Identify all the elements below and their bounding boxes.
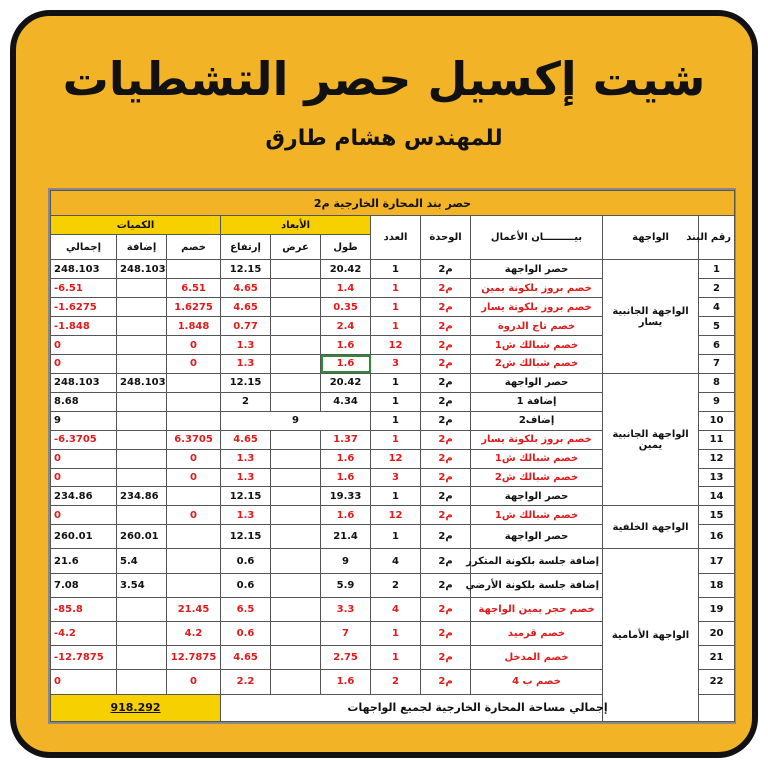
cell-height[interactable]: 2 [221,392,271,411]
header-deduct: خصم [167,235,221,260]
cell-total[interactable]: 0 [51,468,117,487]
grand-total[interactable]: 918.292 [51,694,221,722]
cell-item-no[interactable]: 20 [699,621,735,645]
cell-add[interactable] [117,430,167,449]
cell-total[interactable]: 8.68 [51,392,117,411]
cell-length[interactable]: 20.42 [321,373,371,392]
header-item-no: رقم البند [699,216,735,260]
cell-width[interactable] [271,646,321,670]
cell-count[interactable]: 4 [371,597,421,621]
spreadsheet [48,188,736,724]
cell-description[interactable]: إضافة جلسة بلكونة المتكرر [471,549,603,573]
cell-height[interactable]: 0.77 [221,317,271,336]
cell-height[interactable]: 2.2 [221,670,271,694]
cell-length[interactable]: 7 [321,621,371,645]
cell-count[interactable]: 2 [371,573,421,597]
cell-unit[interactable]: م2 [421,621,471,645]
cell-length[interactable]: 1.37 [321,430,371,449]
cell-item-no[interactable]: 17 [699,549,735,573]
cell-add[interactable]: 5.4 [117,549,167,573]
cell-deduct[interactable] [167,573,221,597]
cell-description[interactable]: خصم شبالك ش2 [471,355,603,374]
cell-height[interactable]: 0.6 [221,549,271,573]
cell-unit[interactable]: م2 [421,411,471,430]
cell-description[interactable]: حصر الواجهة [471,487,603,506]
table-footer-row [51,694,735,722]
cell-count[interactable]: 1 [371,279,421,298]
cell-unit[interactable]: م2 [421,597,471,621]
cell-item-no[interactable]: 7 [699,355,735,374]
cell-height[interactable]: 12.15 [221,373,271,392]
cell-width[interactable] [271,573,321,597]
cell-item-no[interactable]: 21 [699,646,735,670]
cell-unit[interactable]: م2 [421,373,471,392]
cell-length[interactable]: 20.42 [321,260,371,279]
cell-length[interactable]: 3.3 [321,597,371,621]
cell-description[interactable]: خصم ب 4 [471,670,603,694]
cell-deduct[interactable]: 0 [167,506,221,525]
cell-count[interactable]: 1 [371,411,421,430]
cell-deduct[interactable]: 6.3705 [167,430,221,449]
cell-width[interactable] [271,392,321,411]
quantity-table [50,190,735,722]
cell-deduct[interactable] [167,411,221,430]
cell-item-no[interactable]: 10 [699,411,735,430]
cell-count[interactable]: 1 [371,487,421,506]
cell-item-no[interactable]: 9 [699,392,735,411]
cell-add[interactable] [117,392,167,411]
cell-count[interactable]: 12 [371,506,421,525]
cell-total[interactable]: 7.08 [51,573,117,597]
cell-count[interactable]: 1 [371,430,421,449]
cell-item-no[interactable]: 13 [699,468,735,487]
cell-deduct[interactable]: 0 [167,670,221,694]
cell-unit[interactable]: م2 [421,430,471,449]
header-width: عرض [271,235,321,260]
cell-length[interactable]: 0.35 [321,298,371,317]
cell-item-no[interactable]: 6 [699,336,735,355]
cell-description[interactable]: إضاف2 [471,411,603,430]
cell-count[interactable]: 1 [371,260,421,279]
cell-deduct[interactable] [167,525,221,549]
cell-unit[interactable]: م2 [421,260,471,279]
header-height: إرتفاع [221,235,271,260]
cell-item-no[interactable]: 22 [699,670,735,694]
cell-description[interactable]: إضافة 1 [471,392,603,411]
cell-height[interactable]: 4.65 [221,430,271,449]
cell-deduct[interactable]: 1.848 [167,317,221,336]
cell-length[interactable]: 1.4 [321,279,371,298]
cell-deduct[interactable] [167,260,221,279]
cell-count[interactable]: 1 [371,621,421,645]
cell-height[interactable]: 4.65 [221,298,271,317]
cell-total[interactable]: -12.7875 [51,646,117,670]
cell-height[interactable]: 4.65 [221,646,271,670]
cell-height[interactable]: 6.5 [221,597,271,621]
cell-count[interactable]: 1 [371,373,421,392]
cell-item-no[interactable]: 8 [699,373,735,392]
header-dimensions: الأبعاد [221,216,371,235]
cell-unit[interactable]: م2 [421,355,471,374]
cell-width[interactable] [271,430,321,449]
cell-count[interactable]: 1 [371,317,421,336]
header-count: العدد [371,216,421,260]
cell-description[interactable]: خصم المدخل [471,646,603,670]
cell-total[interactable]: -4.2 [51,621,117,645]
cell-total[interactable]: 0 [51,506,117,525]
cell-unit[interactable]: م2 [421,525,471,549]
cell-description[interactable]: خصم بروز بلكونة يمين [471,279,603,298]
cell-facade[interactable]: الواجهة الجانبية يمين [603,373,699,505]
cell-deduct[interactable]: 4.2 [167,621,221,645]
cell-total[interactable]: -6.3705 [51,430,117,449]
cell-height[interactable]: 12.15 [221,487,271,506]
cell-total[interactable]: 234.86 [51,487,117,506]
cell-add[interactable]: 3.54 [117,573,167,597]
cell-width[interactable] [271,487,321,506]
cell-count[interactable]: 4 [371,549,421,573]
cell-height[interactable]: 12.15 [221,525,271,549]
cell-description[interactable]: خصم بروز بلكونة يسار [471,298,603,317]
cell-count[interactable]: 1 [371,298,421,317]
cell-description[interactable]: حصر الواجهة [471,525,603,549]
cell-length[interactable]: 2.75 [321,646,371,670]
cell-description[interactable]: خصم شبالك ش2 [471,468,603,487]
cell-item-no[interactable]: 15 [699,506,735,525]
cell-total[interactable]: 260.01 [51,525,117,549]
poster-title: شيت إكسيل حصر التشطيات [62,52,706,106]
header-description: بيـــــــــان الأعمال [471,216,603,260]
cell-height[interactable]: 0.6 [221,621,271,645]
cell-add[interactable] [117,279,167,298]
cell-length[interactable]: 9 [321,549,371,573]
cell-add[interactable] [117,317,167,336]
cell-total[interactable]: 0 [51,670,117,694]
cell-add[interactable]: 248.103 [117,260,167,279]
cell-deduct[interactable] [167,487,221,506]
cell-count[interactable]: 3 [371,468,421,487]
cell-count[interactable]: 1 [371,525,421,549]
cell-add[interactable]: 234.86 [117,487,167,506]
cell-facade[interactable]: الواجهة الجانبية يسار [603,260,699,374]
cell-add[interactable] [117,597,167,621]
cell-height[interactable]: 1.3 [221,336,271,355]
cell-total[interactable]: -1.848 [51,317,117,336]
cell-item-no[interactable]: 11 [699,430,735,449]
cell-width[interactable] [271,525,321,549]
cell-description[interactable]: حصر الواجهة [471,373,603,392]
cell-height[interactable]: 1.3 [221,468,271,487]
cell-dimensions-merged[interactable]: 9 [221,411,371,430]
cell-count[interactable]: 2 [371,670,421,694]
cell-total[interactable]: 0 [51,449,117,468]
cell-unit[interactable]: م2 [421,670,471,694]
cell-description[interactable]: خصم شبالك ش1 [471,506,603,525]
cell-add[interactable] [117,506,167,525]
cell-length[interactable]: 5.9 [321,573,371,597]
cell-width[interactable] [271,355,321,374]
cell-length[interactable]: 19.33 [321,487,371,506]
cell-unit[interactable]: م2 [421,279,471,298]
cell-length[interactable]: 21.4 [321,525,371,549]
cell-width[interactable] [271,621,321,645]
cell-length[interactable]: 1.6 [321,355,371,374]
cell-width[interactable] [271,373,321,392]
cell-width[interactable] [271,506,321,525]
cell-height[interactable]: 1.3 [221,355,271,374]
cell-height[interactable]: 1.3 [221,449,271,468]
cell-deduct[interactable]: 0 [167,355,221,374]
cell-add[interactable] [117,670,167,694]
cell-count[interactable]: 12 [371,449,421,468]
table-row [51,260,735,279]
cell-add[interactable] [117,355,167,374]
header-unit: الوحدة [421,216,471,260]
cell-description[interactable]: خصم قرميد [471,621,603,645]
cell-length[interactable]: 1.6 [321,449,371,468]
cell-unit[interactable]: م2 [421,392,471,411]
cell-count[interactable]: 1 [371,392,421,411]
cell-deduct[interactable]: 0 [167,449,221,468]
cell-total[interactable]: 0 [51,336,117,355]
cell-height[interactable]: 0.6 [221,573,271,597]
cell-item-no[interactable]: 4 [699,298,735,317]
cell-length[interactable]: 1.6 [321,336,371,355]
cell-total[interactable]: 0 [51,355,117,374]
cell-height[interactable]: 1.3 [221,506,271,525]
cell-height[interactable]: 12.15 [221,260,271,279]
cell-unit[interactable]: م2 [421,506,471,525]
cell-item-no[interactable]: 5 [699,317,735,336]
cell-deduct[interactable]: 0 [167,468,221,487]
header-length: طول [321,235,371,260]
cell-add[interactable] [117,411,167,430]
cell-add[interactable] [117,646,167,670]
cell-length[interactable]: 2.4 [321,317,371,336]
cell-total[interactable]: 248.103 [51,260,117,279]
cell-unit[interactable]: م2 [421,549,471,573]
cell-item-no[interactable]: 16 [699,525,735,549]
table-banner: حصر بند المحارة الخارجية م2 [51,191,735,216]
cell-width[interactable] [271,468,321,487]
cell-item-no[interactable]: 19 [699,597,735,621]
cell-count[interactable]: 3 [371,355,421,374]
cell-total[interactable]: 9 [51,411,117,430]
cell-add[interactable] [117,621,167,645]
cell-item-no[interactable]: 1 [699,260,735,279]
cell-deduct[interactable]: 21.45 [167,597,221,621]
cell-length[interactable]: 4.34 [321,392,371,411]
cell-add[interactable] [117,298,167,317]
cell-add[interactable] [117,468,167,487]
header-add: إضافة [117,235,167,260]
cell-unit[interactable]: م2 [421,317,471,336]
cell-description[interactable]: حصر الواجهة [471,260,603,279]
cell-add[interactable]: 260.01 [117,525,167,549]
cell-description[interactable]: خصم بروز بلكونة يسار [471,430,603,449]
cell-deduct[interactable]: 6.51 [167,279,221,298]
cell-width[interactable] [271,260,321,279]
poster-subtitle: للمهندس هشام طارق [265,126,503,151]
cell-unit[interactable]: م2 [421,468,471,487]
cell-deduct[interactable] [167,549,221,573]
cell-length[interactable]: 1.6 [321,670,371,694]
cell-add[interactable] [117,449,167,468]
cell-item-no[interactable]: 18 [699,573,735,597]
cell-width[interactable] [271,449,321,468]
cell-unit[interactable]: م2 [421,449,471,468]
total-label: إجمالي مساحة المحارة الخارجية لجميع الواجهات [221,694,735,722]
cell-width[interactable] [271,670,321,694]
cell-deduct[interactable]: 0 [167,336,221,355]
cell-item-no[interactable]: 14 [699,487,735,506]
cell-deduct[interactable]: 12.7875 [167,646,221,670]
cell-description[interactable]: خصم تاج الدروة [471,317,603,336]
cell-total[interactable]: 21.6 [51,549,117,573]
cell-width[interactable] [271,597,321,621]
cell-width[interactable] [271,336,321,355]
cell-width[interactable] [271,549,321,573]
cell-unit[interactable]: م2 [421,487,471,506]
cell-length[interactable]: 1.6 [321,468,371,487]
cell-deduct[interactable] [167,392,221,411]
cell-count[interactable]: 1 [371,646,421,670]
cell-description[interactable]: خصم شبالك ش1 [471,336,603,355]
cell-description[interactable]: خصم شبالك ش1 [471,449,603,468]
cell-unit[interactable]: م2 [421,646,471,670]
cell-facade[interactable]: الواجهة الأمامية [603,549,699,722]
cell-count[interactable]: 12 [371,336,421,355]
cell-total[interactable]: -85.8 [51,597,117,621]
cell-total[interactable]: -6.51 [51,279,117,298]
cell-add[interactable]: 248.103 [117,373,167,392]
cell-item-no[interactable]: 12 [699,449,735,468]
cell-width[interactable] [271,279,321,298]
cell-facade[interactable]: الواجهة الخلفية [603,506,699,549]
header-total: إجمالي [51,235,117,260]
cell-unit[interactable]: م2 [421,573,471,597]
cell-add[interactable] [117,336,167,355]
cell-length[interactable]: 1.6 [321,506,371,525]
cell-description[interactable]: خصم حجر يمين الواجهة [471,597,603,621]
poster-frame [10,10,758,758]
cell-unit[interactable]: م2 [421,298,471,317]
cell-deduct[interactable]: 1.6275 [167,298,221,317]
cell-deduct[interactable] [167,373,221,392]
cell-total[interactable]: 248.103 [51,373,117,392]
header-quantities: الكميات [51,216,221,235]
cell-description[interactable]: إضافة جلسة بلكونة الأرضي [471,573,603,597]
header-facade: الواجهة [603,216,699,260]
table-row [51,373,735,392]
cell-height[interactable]: 4.65 [221,279,271,298]
cell-width[interactable] [271,298,321,317]
cell-total[interactable]: -1.6275 [51,298,117,317]
cell-item-no[interactable]: 2 [699,279,735,298]
table-row [51,506,735,525]
cell-unit[interactable]: م2 [421,336,471,355]
cell-width[interactable] [271,317,321,336]
table-row [51,549,735,573]
